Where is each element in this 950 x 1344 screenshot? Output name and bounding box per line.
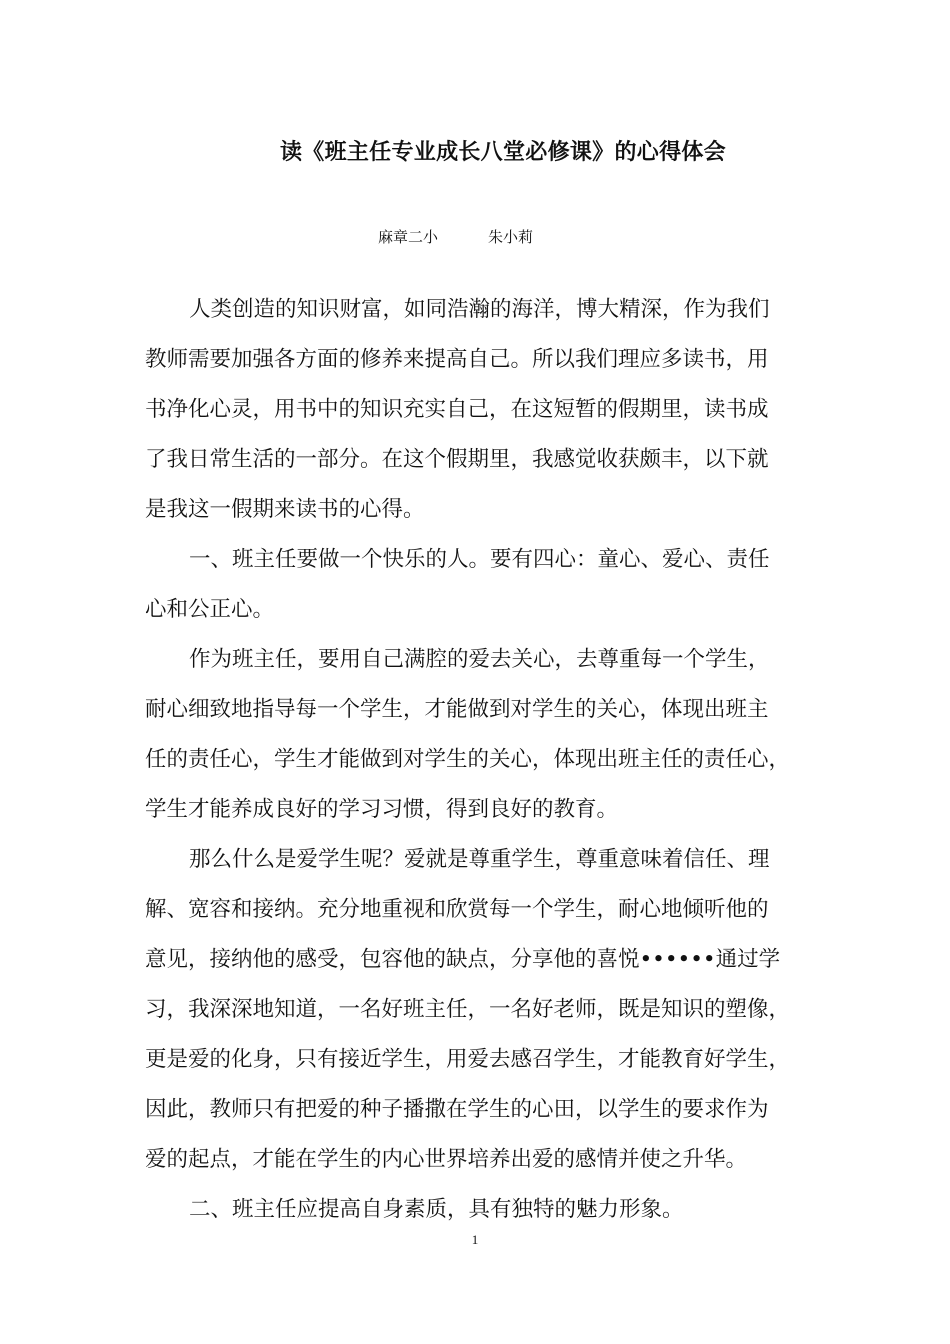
paragraph-section-one-heading xyxy=(145,535,825,635)
text-line: 更是爱的化身，只有接近学生，用爱去感召学生，才能教育好学生， xyxy=(145,1047,791,1072)
text-line: 爱的起点，才能在学生的内心世界培养出爱的感情并使之升华。 xyxy=(145,1147,748,1172)
document-body xyxy=(145,285,825,1235)
paragraph-section-two-heading xyxy=(145,1185,825,1235)
text-line: 因此，教师只有把爱的种子播撒在学生的心田，以学生的要求作为 xyxy=(145,1097,769,1122)
text-line: 任的责任心，学生才能做到对学生的关心，体现出班主任的责任心， xyxy=(145,747,791,772)
paragraph-love-students xyxy=(145,835,825,1185)
text-line: 习，我深深地知道，一名好班主任，一名好老师，既是知识的塑像， xyxy=(145,997,791,1022)
text-line: 解、宽容和接纳。充分地重视和欣赏每一个学生，耐心地倾听他的 xyxy=(145,897,769,922)
author-line xyxy=(378,225,533,249)
page-number: 1 xyxy=(471,1232,479,1247)
author-name: 朱小莉 xyxy=(488,228,534,246)
paragraph-intro xyxy=(145,285,825,535)
document-title: 读《班主任专业成长八堂必修课》的心得体会 xyxy=(279,139,726,165)
text-line: 二、班主任应提高自身素质，具有独特的魅力形象。 xyxy=(189,1197,684,1222)
text-line: 人类创造的知识财富，如同浩瀚的海洋，博大精深，作为我们 xyxy=(189,297,770,322)
text-line: 学生才能养成良好的学习习惯，得到良好的教育。 xyxy=(145,797,619,822)
text-line: 那么什么是爱学生呢？爱就是尊重学生，尊重意味着信任、理 xyxy=(189,847,770,872)
text-line: 一、班主任要做一个快乐的人。要有四心：童心、爱心、责任 xyxy=(189,547,770,572)
text-line: 意见，接纳他的感受，包容他的缺点，分享他的喜悦••••••通过学 xyxy=(145,947,781,972)
text-line: 了我日常生活的一部分。在这个假期里，我感觉收获颇丰，以下就 xyxy=(145,447,769,472)
text-line: 是我这一假期来读书的心得。 xyxy=(145,497,425,522)
author-school: 麻章二小 xyxy=(378,228,439,246)
paragraph-class-teacher xyxy=(145,635,825,835)
text-line: 书净化心灵，用书中的知识充实自己，在这短暂的假期里，读书成 xyxy=(145,397,769,422)
text-line: 教师需要加强各方面的修养来提高自己。所以我们理应多读书，用 xyxy=(145,347,769,372)
text-line: 心和公正心。 xyxy=(145,597,275,622)
text-line: 耐心细致地指导每一个学生，才能做到对学生的关心，体现出班主 xyxy=(145,697,769,722)
text-line: 作为班主任，要用自己满腔的爱去关心，去尊重每一个学生， xyxy=(189,647,770,672)
